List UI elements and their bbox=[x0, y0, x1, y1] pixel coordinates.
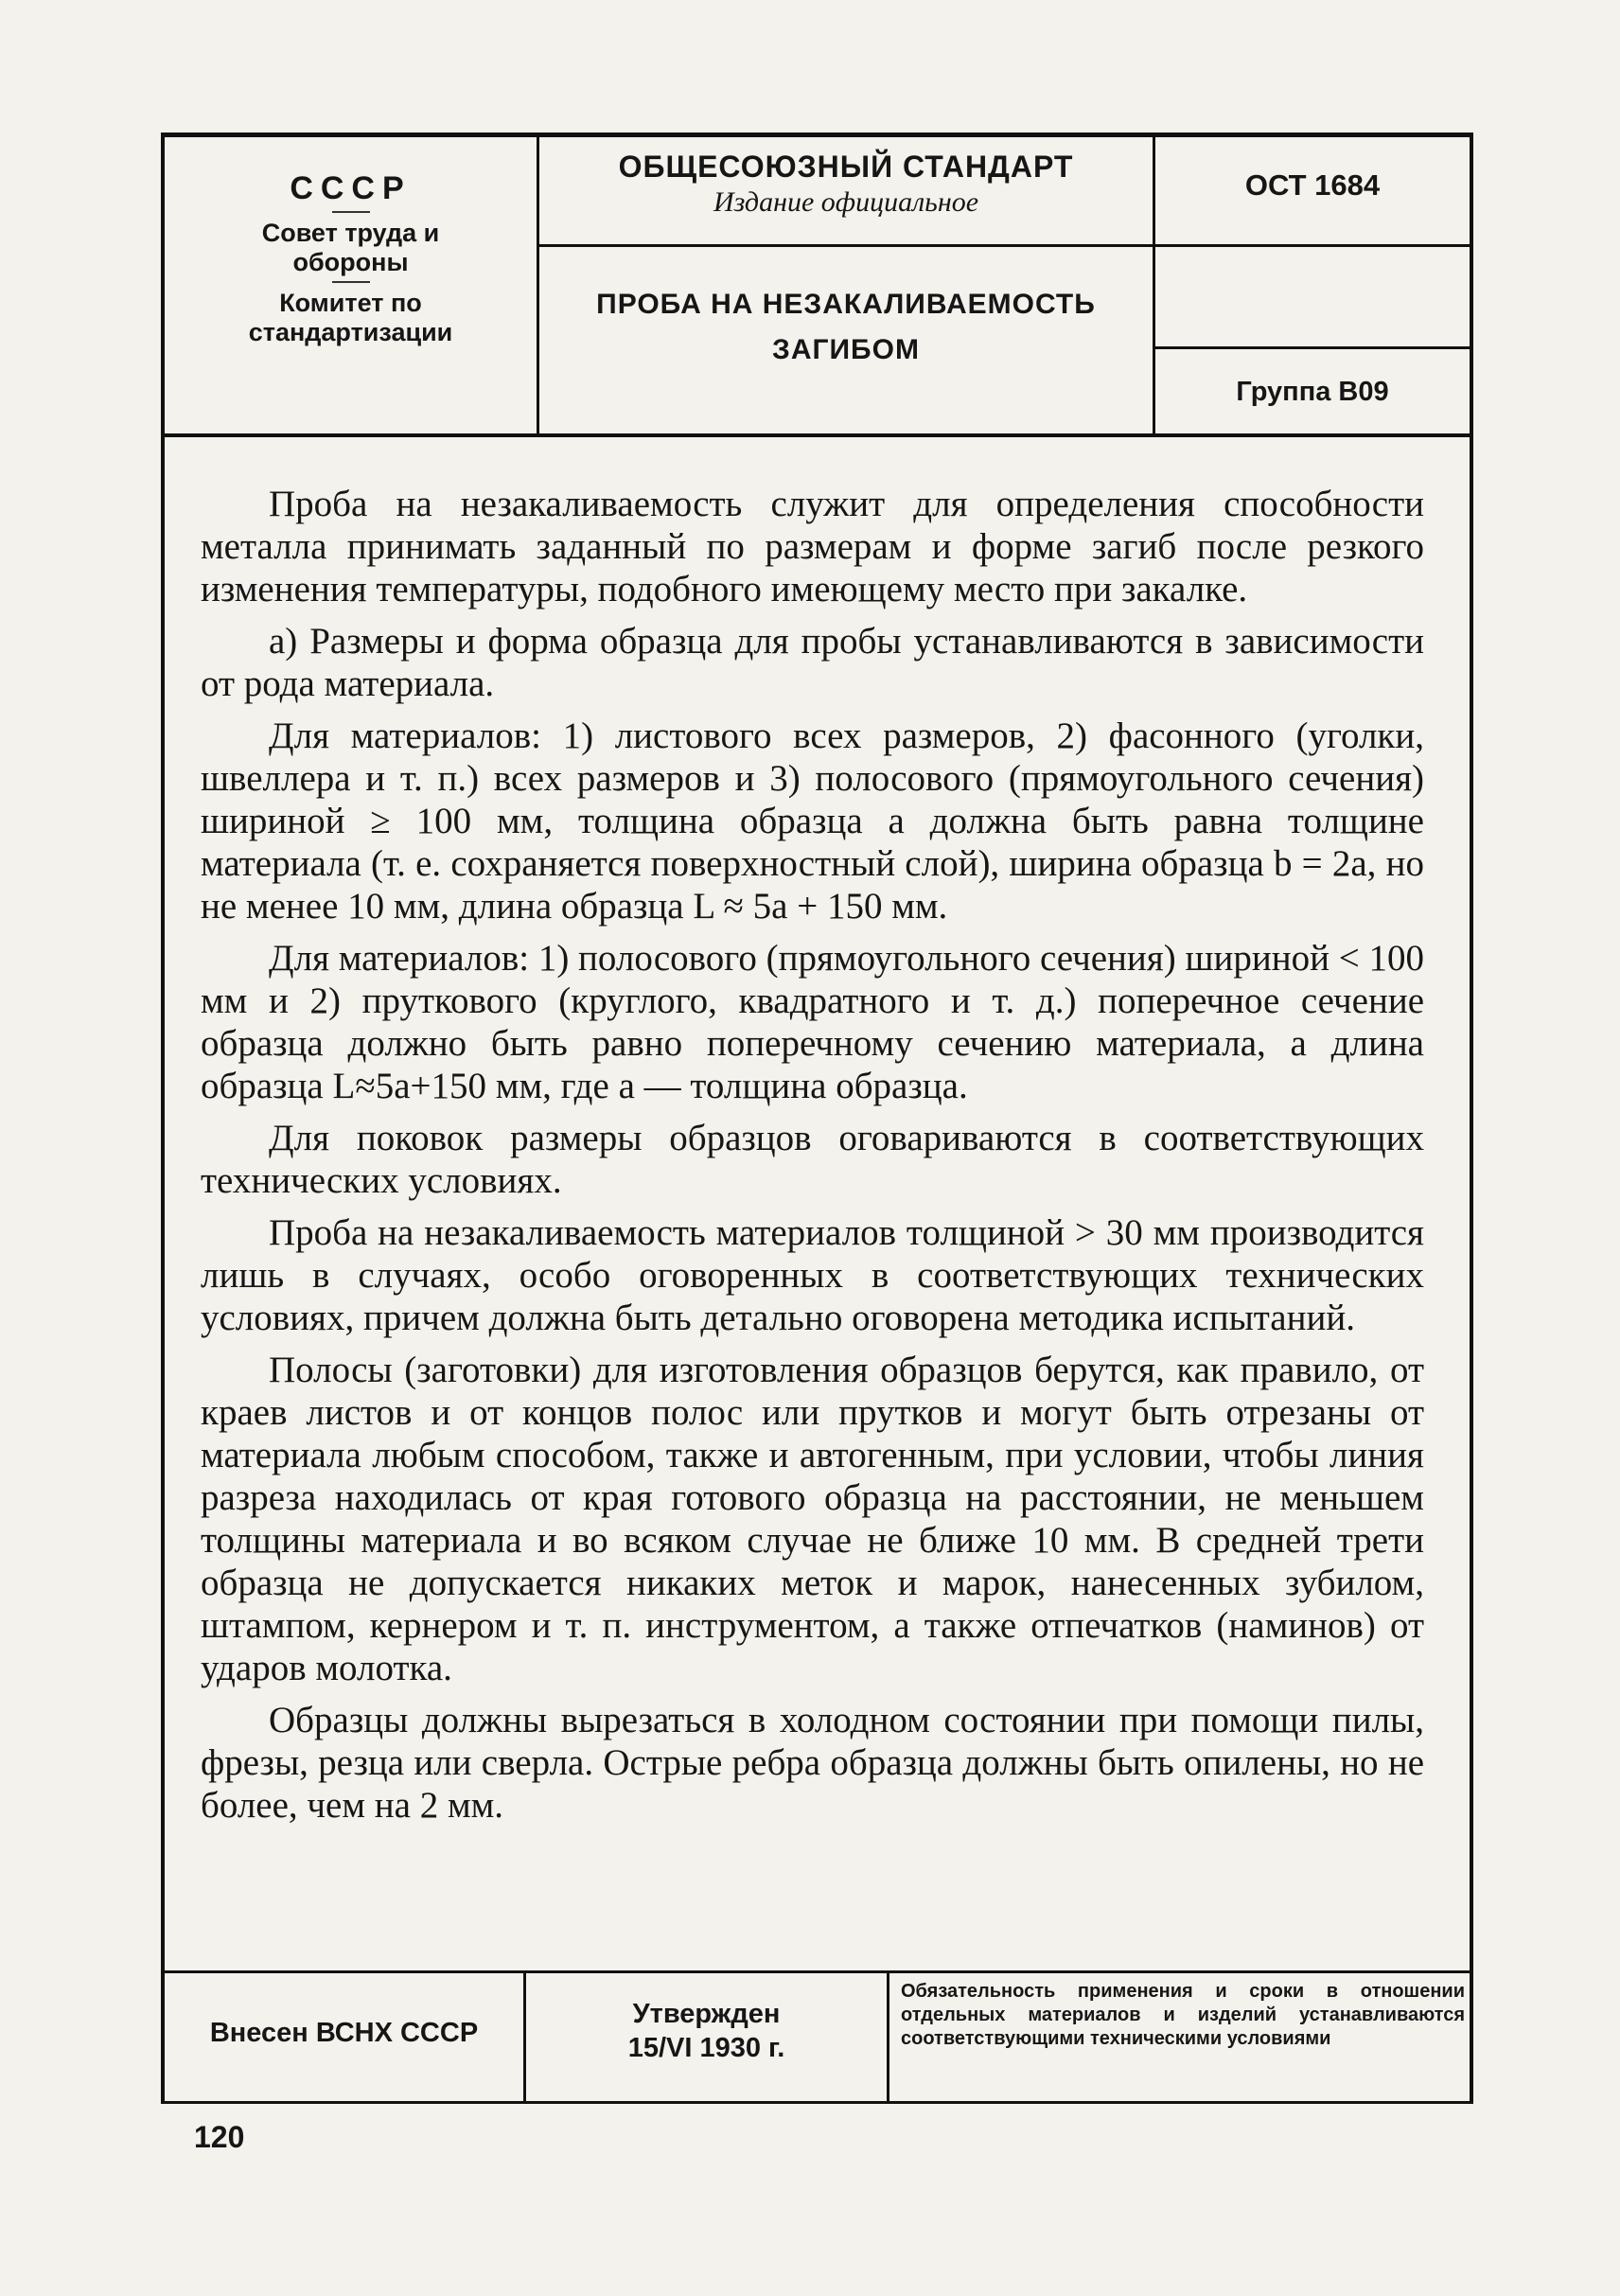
separator-rule bbox=[332, 211, 370, 213]
approved-date: 15/VI 1930 г. bbox=[627, 2033, 785, 2063]
document-title-line2: ЗАГИБОМ bbox=[772, 334, 920, 365]
standard-code: ОСТ 1684 bbox=[1244, 168, 1381, 202]
paragraph: Полосы (заготовки) для изготовления образцов берутся, как правило, от краев листов и от концов полос или прутков и могут быть отрезаны от материала любым способом, также и автогенным, при условии, чтобы линия разреза находилась от края готового образца на расстоянии, не меньшем толщины материала и во всяком случае не ближе 10 мм. В средней трети образца не допускается никаких меток и марок, нанесенных зубилом, штампом, кернером и т. п. инструментом, а также отпечатков (наминов) от ударов молотка. bbox=[201, 1350, 1424, 1688]
page-number: 120 bbox=[194, 2120, 245, 2154]
document-title-line1: ПРОБА НА НЕЗАКАЛИВАЕМОСТЬ bbox=[596, 289, 1096, 320]
approved-label: Утвержден bbox=[632, 1999, 781, 2029]
paragraph: Для материалов: 1) полосового (прямоугольного сечения) шириной < 100 мм и 2) пруткового (круглого, квадратного и т. д.) поперечное сечение образца должно быть равно поперечному сечению материала, а длина образца L≈5a+150 мм, где a — толщина образца. bbox=[201, 938, 1424, 1106]
paragraph: Проба на незакаливаемость материалов толщиной > 30 мм производится лишь в случаях, особо оговоренных в соответствующих технических условиях, причем должна быть детально оговорена методика испытаний. bbox=[201, 1212, 1424, 1338]
body-text bbox=[201, 483, 1424, 1836]
country-label: СССР bbox=[290, 170, 412, 206]
header-bottom-rule bbox=[165, 433, 1470, 437]
paragraph: Для поковок размеры образцов оговариваются в соответствующих технических условиях. bbox=[201, 1118, 1424, 1201]
group-code: Группа В09 bbox=[1236, 377, 1389, 407]
edition-label: Издание официальное bbox=[713, 186, 979, 218]
header-rule-right bbox=[1155, 244, 1470, 247]
header-standard-cell bbox=[539, 150, 1153, 219]
footer-divider-right bbox=[887, 1973, 889, 2101]
separator-rule bbox=[332, 281, 370, 283]
council-label: Совет труда и обороны bbox=[261, 219, 440, 276]
paragraph: а) Размеры и форма образца для пробы устанавливаются в зависимости от рода материала. bbox=[201, 621, 1424, 704]
approved-block bbox=[526, 1997, 887, 2065]
committee-label: Комитет по стандартизации bbox=[248, 289, 453, 346]
paragraph: Для материалов: 1) листового всех размеров, 2) фасонного (уголки, швеллера и т. п.) всех размеров и 3) полосового (прямоугольного сечения) шириной ≥ 100 мм, толщина образца a должна быть равна толщине материала (т. е. сохраняется поверхностный слой), ширина образца b = 2a, но не менее 10 мм, длина образца L ≈ 5a + 150 мм. bbox=[201, 715, 1424, 927]
header-rule-middle bbox=[539, 244, 1153, 247]
header-left-cell bbox=[165, 170, 537, 347]
footer-top-rule bbox=[165, 1970, 1470, 1973]
paragraph: Образцы должны вырезаться в холодном состоянии при помощи пилы, фрезы, резца или сверла. Острые ребра образца должны быть опилены, но не более, чем на 2 мм. bbox=[201, 1700, 1424, 1826]
paragraph: Проба на незакаливаемость служит для определения способности металла принимать заданный по размерам и форме загиб после резкого изменения температуры, подобного имеющему место при закалке. bbox=[201, 484, 1424, 609]
introduced-by: Внесен ВСНХ СССР bbox=[209, 2018, 479, 2048]
header-title-cell bbox=[539, 289, 1153, 366]
applicability-note: Обязательность применения и сроки в отношении отдельных материалов и изделий устанавливаются соответствующими техническими условиями bbox=[901, 1981, 1465, 2049]
standard-type: ОБЩЕСОЮЗНЫЙ СТАНДАРТ bbox=[618, 150, 1074, 184]
header-rule-right-lower bbox=[1155, 346, 1470, 349]
